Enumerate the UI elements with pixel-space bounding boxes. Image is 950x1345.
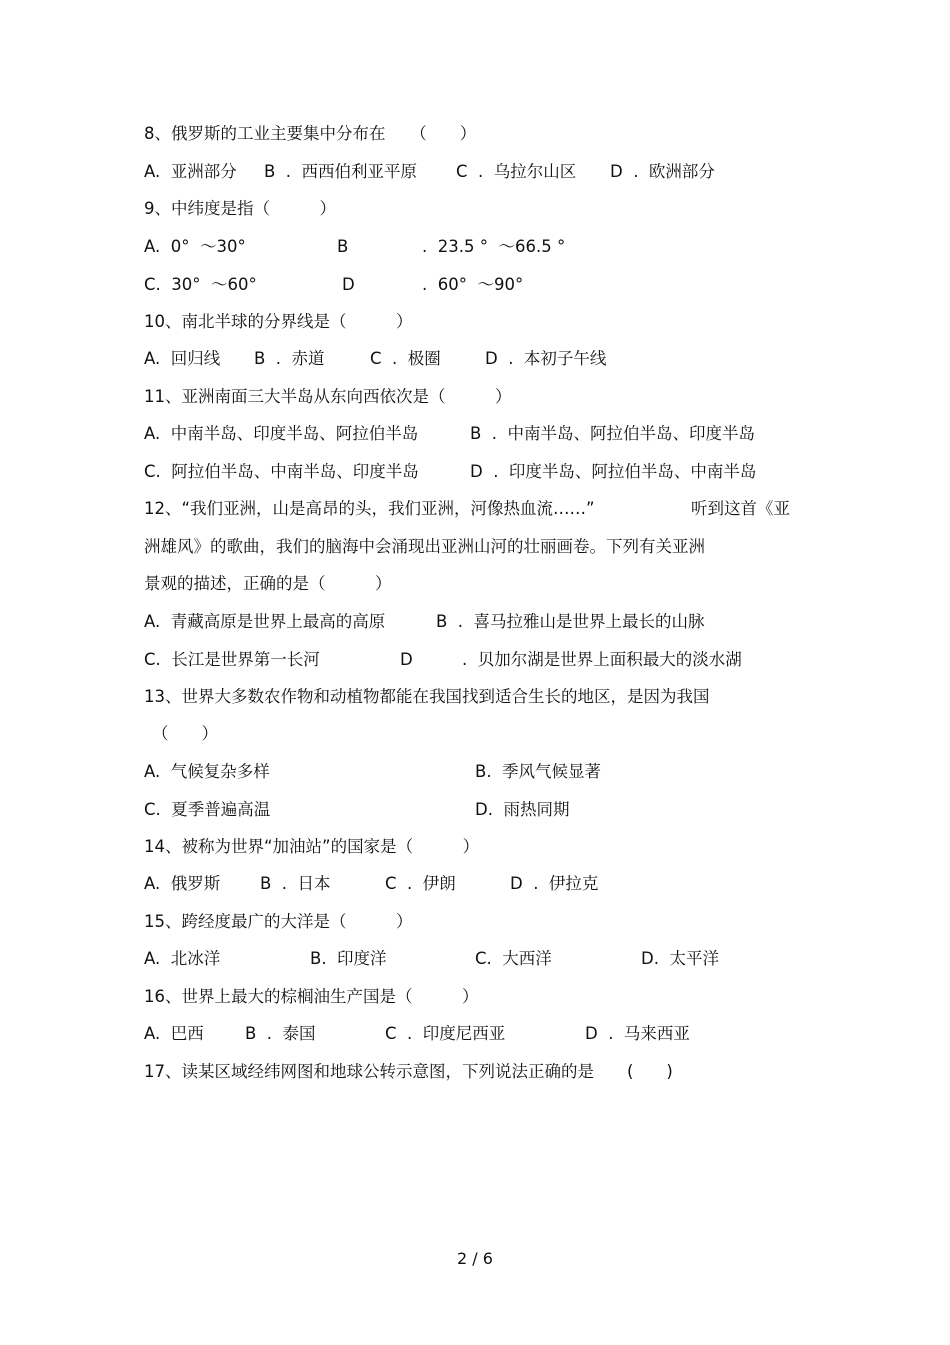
option-a: A. 0° ～30° — [144, 237, 246, 256]
option-d-text: . 60° ～90° — [422, 275, 524, 294]
option-c: C . 印度尼西亚 — [385, 1024, 506, 1043]
option-b: B . 中南半岛、阿拉伯半岛、印度半岛 — [470, 424, 756, 443]
option-c: C . 伊朗 — [385, 874, 456, 893]
option-c: C. 大西洋 — [475, 949, 552, 968]
question-text: 15、跨经度最广的大洋是（ ） — [144, 912, 413, 931]
question-text: 17、读某区域经纬网图和地球公转示意图，下列说法正确的是 ( ) — [144, 1062, 673, 1081]
option-d: D. 太平洋 — [641, 949, 719, 968]
question-12-stem-line-1 — [144, 496, 790, 522]
question-16-options — [144, 1021, 690, 1047]
question-9-options-row-2 — [144, 272, 524, 298]
option-d: D. 雨热同期 — [475, 800, 570, 819]
option-d-letter: D — [400, 650, 413, 669]
question-8-options — [144, 159, 715, 185]
question-text: 洲雄风》的歌曲，我们的脑海中会涌现出亚洲山河的壮丽画卷。下列有关亚洲 — [144, 537, 705, 556]
option-b: B . 喜马拉雅山是世界上最长的山脉 — [436, 612, 705, 631]
question-8-stem — [144, 121, 477, 147]
question-text-tail: 听到这首《亚 — [691, 499, 790, 518]
question-9-stem — [144, 196, 336, 222]
option-d: D . 伊拉克 — [510, 874, 599, 893]
question-10-stem — [144, 309, 413, 335]
option-a: A. 巴西 — [144, 1024, 204, 1043]
option-a: A. 亚洲部分 — [144, 162, 237, 181]
option-b-letter: B — [337, 237, 349, 256]
option-a: A. 气候复杂多样 — [144, 762, 270, 781]
page-number: 2 / 6 — [457, 1249, 493, 1268]
question-12-options-row-1 — [144, 609, 705, 635]
option-b: B . 西西伯利亚平原 — [264, 162, 418, 181]
question-15-options — [144, 946, 719, 972]
question-text: 12、“我们亚洲，山是高昂的头，我们亚洲，河像热血流……” — [144, 499, 595, 518]
option-d: D . 欧洲部分 — [610, 162, 715, 181]
question-13-options-row-1 — [144, 759, 602, 785]
question-text: 9、中纬度是指（ ） — [144, 199, 336, 218]
question-11-options-row-2 — [144, 459, 757, 485]
question-12-options-row-2 — [144, 647, 742, 673]
question-11-stem — [144, 384, 512, 410]
option-d: D . 本初子午线 — [485, 349, 607, 368]
option-b: B . 赤道 — [254, 349, 325, 368]
option-d-letter: D — [342, 275, 355, 294]
option-c: C. 夏季普遍高温 — [144, 800, 271, 819]
option-c: C. 阿拉伯半岛、中南半岛、印度半岛 — [144, 462, 419, 481]
question-11-options-row-1 — [144, 421, 756, 447]
option-a: A. 北冰洋 — [144, 949, 221, 968]
question-14-stem — [144, 834, 480, 860]
option-a: A. 回归线 — [144, 349, 221, 368]
question-13-options-row-2 — [144, 797, 570, 823]
question-10-options — [144, 346, 607, 372]
question-13-stem-line-2 — [144, 721, 218, 747]
option-c: C. 30° ～60° — [144, 275, 257, 294]
option-b-text: . 23.5 ° ～66.5 ° — [422, 237, 566, 256]
answer-blank: （ ） — [152, 724, 218, 743]
question-text: 14、被称为世界“加油站”的国家是（ ） — [144, 837, 480, 856]
question-15-stem — [144, 909, 413, 935]
option-c: C . 极圈 — [370, 349, 441, 368]
option-b: B . 日本 — [260, 874, 331, 893]
option-b: B. 季风气候显著 — [475, 762, 602, 781]
question-14-options — [144, 871, 599, 897]
option-a: A. 俄罗斯 — [144, 874, 221, 893]
option-d-text: . 贝加尔湖是世界上面积最大的淡水湖 — [462, 650, 742, 669]
option-a: A. 青藏高原是世界上最高的高原 — [144, 612, 386, 631]
question-text: 10、南北半球的分界线是（ ） — [144, 312, 413, 331]
option-d: D . 印度半岛、阿拉伯半岛、中南半岛 — [470, 462, 757, 481]
option-b: B . 泰国 — [245, 1024, 316, 1043]
question-text: 8、俄罗斯的工业主要集中分布在 （ ） — [144, 124, 477, 143]
option-b: B. 印度洋 — [310, 949, 387, 968]
option-d: D . 马来西亚 — [585, 1024, 690, 1043]
option-c: C . 乌拉尔山区 — [456, 162, 577, 181]
question-text: 景观的描述，正确的是（ ） — [144, 574, 392, 593]
question-text: 13、世界大多数农作物和动植物都能在我国找到适合生长的地区，是因为我国 — [144, 687, 710, 706]
option-c: C. 长江是世界第一长河 — [144, 650, 320, 669]
question-12-stem-line-2 — [144, 534, 705, 560]
question-text: 11、亚洲南面三大半岛从东向西依次是（ ） — [144, 387, 512, 406]
question-17-stem — [144, 1059, 673, 1085]
question-9-options-row-1 — [144, 234, 566, 260]
question-13-stem-line-1 — [144, 684, 710, 710]
option-a: A. 中南半岛、印度半岛、阿拉伯半岛 — [144, 424, 419, 443]
question-12-stem-line-3 — [144, 571, 392, 597]
question-16-stem — [144, 984, 479, 1010]
question-text: 16、世界上最大的棕榈油生产国是（ ） — [144, 987, 479, 1006]
